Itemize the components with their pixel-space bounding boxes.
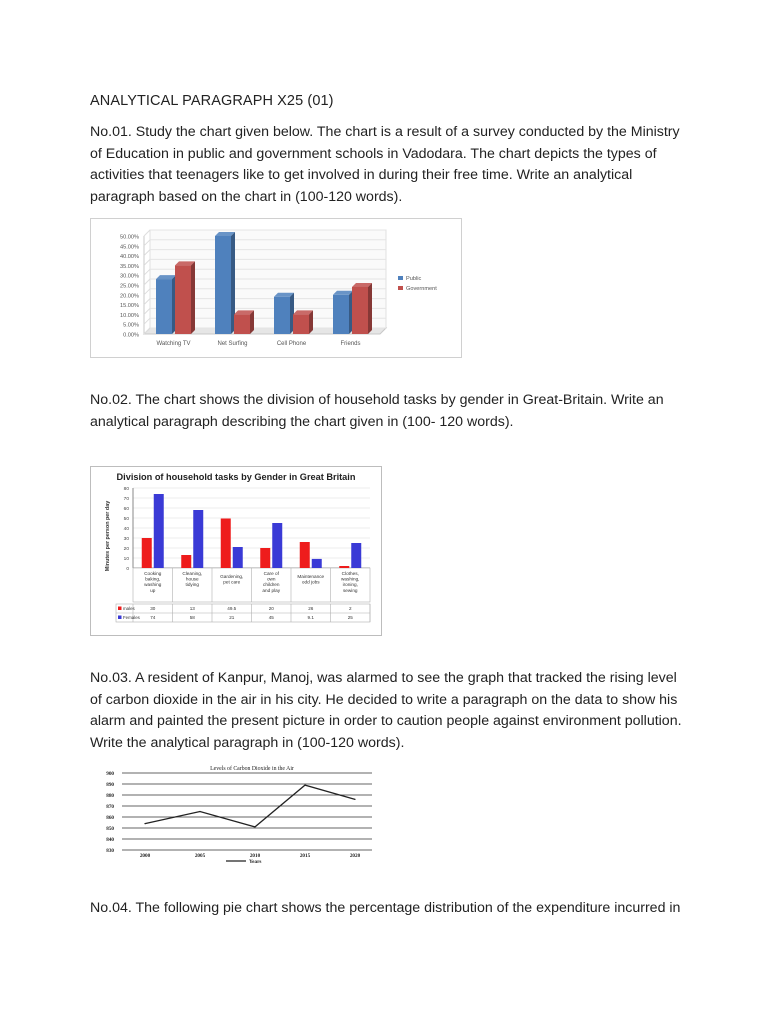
x-tick-label: Cleaning, house tidying [182,571,203,588]
y-tick-label: 5.00% [123,322,139,329]
x-tick-label: Care of own children and play [262,571,281,593]
table-cell: 9.1 [307,615,314,620]
legend-swatch [118,607,122,611]
x-tick-label: 2015 [299,853,311,859]
bar-females [154,494,164,568]
table-cell: 13 [189,606,195,611]
legend-swatch [118,616,122,620]
table-cell: 26 [308,606,314,611]
legend-swatch [398,286,403,290]
x-tick-label: Cell Phone [276,341,307,347]
y-tick-label: 0 [126,567,129,572]
y-tick-label: 30 [123,537,129,542]
chart-household-tasks [90,466,382,636]
y-tick-label: 25.00% [120,283,139,290]
question-3: No.03. A resident of Kanpur, Manoj, was alarmed to see the graph that tracked the rising level of carbon dioxide in the air in his city. He decided to write a paragraph on the data to show his alarm and painted the present picture in order to caution people against environment pollution. Write the analytical paragraph in (100-120 words). [90,670,682,751]
y-tick-label: 35.00% [120,263,139,270]
table-cell: 45 [268,615,274,620]
y-tick-label: 830 [106,848,114,854]
document-heading: ANALYTICAL PARAGRAPH X25 (01) [90,93,334,109]
table-cell: 49.5 [227,606,237,611]
table-cell: 25 [347,615,353,620]
bar-females [272,523,282,568]
bar-side [309,310,313,334]
x-tick-label: Friends [340,341,361,347]
x-tick-label: Net Surfing [217,341,248,347]
y-tick-label: 45.00% [120,244,139,251]
x-tick-label: 2005 [194,853,206,859]
bar-side [250,310,254,334]
table-cell: 74 [150,615,156,620]
bar-males [260,548,270,568]
x-tick-label: Clothes, washing, ironing, sewing [340,571,360,593]
x-tick-label: 2020 [349,853,361,859]
y-tick-label: 880 [106,793,114,799]
bar-males [221,519,231,569]
y-tick-label: 870 [106,804,114,810]
y-tick-label: 10 [123,557,129,562]
legend-label: Years [249,859,262,865]
bar-public [274,297,290,334]
table-cell: 20 [268,606,274,611]
y-tick-label: 840 [106,837,114,843]
question-2: No.02. The chart shows the division of household tasks by gender in Great-Britain. Write an analytical paragraph describing the chart given in (100- 120 words). [90,392,664,430]
bar-side [191,261,195,334]
legend-label: Females [123,615,140,620]
y-tick-label: 40 [123,527,129,532]
bar-females [193,510,203,568]
table-cell: 58 [189,615,195,620]
table-cell: 2 [348,606,352,611]
legend-swatch [398,276,403,280]
table-cell: 30 [150,606,156,611]
y-tick-label: 20 [123,547,129,552]
table-cell: 21 [229,615,235,620]
y-tick-label: 900 [106,771,114,777]
legend-label: males [123,606,135,611]
y-tick-label: 860 [106,815,114,821]
bar-males [300,542,310,568]
y-tick-label: 80 [123,487,129,492]
y-tick-label: 30.00% [120,273,139,280]
y-tick-label: 40.00% [120,254,139,261]
y-tick-label: 70 [123,497,129,502]
y-axis-label: Minutes per person per day [105,500,111,572]
bar-public [333,295,349,334]
bar-government [175,265,191,334]
bar-government [234,314,250,334]
bar-side [368,283,372,334]
bar-males [339,566,349,568]
bar-government [293,314,309,334]
data-point [199,811,200,812]
bar-males [142,538,152,568]
question-4: No.04. The following pie chart shows the percentage distribution of the expenditure incurred in [90,900,681,916]
y-tick-label: 890 [106,782,114,788]
x-tick-label: Gardening, pet care [220,574,244,585]
chart-carbon-dioxide [100,762,380,870]
y-tick-label: 50.00% [120,234,139,241]
y-tick-label: 50 [123,517,129,522]
question-1: No.01. Study the chart given below. The chart is a result of a survey conducted by the Ministry of Education in public and government schools in Vadodara. The chart depicts the types of activities that teenagers like to get involved in during their free time. Write an analytical paragraph based on the chart in (100-120 words). [90,124,680,205]
y-tick-label: 850 [106,826,114,832]
x-tick-label: Maintenance odd jobs [297,574,325,585]
bar-females [312,559,322,568]
chart-title: Division of household tasks by Gender in Great Britain [116,472,356,482]
bar-public [156,279,172,334]
y-tick-label: 0.00% [123,332,139,339]
data-point [144,823,145,824]
data-point [254,826,255,827]
x-tick-label: Watching TV [156,341,191,347]
y-tick-label: 20.00% [120,293,139,300]
y-tick-label: 60 [123,507,129,512]
bar-public [215,236,231,334]
bar-females [351,543,361,568]
x-tick-label: 2010 [249,853,261,859]
data-point [354,799,355,800]
bar-government [352,287,368,334]
legend-label: Government [406,286,437,292]
x-tick-label: 2000 [139,853,151,859]
chart-activities [90,218,462,358]
y-tick-label: 15.00% [120,303,139,310]
legend-label: Public [406,276,422,282]
chart-title: Levels of Carbon Dioxide in the Air [210,766,294,772]
y-tick-label: 10.00% [120,312,139,319]
x-tick-label: Cooking baking, washing up [144,571,162,593]
data-point [304,785,305,786]
bar-females [233,547,243,568]
bar-males [181,555,191,568]
